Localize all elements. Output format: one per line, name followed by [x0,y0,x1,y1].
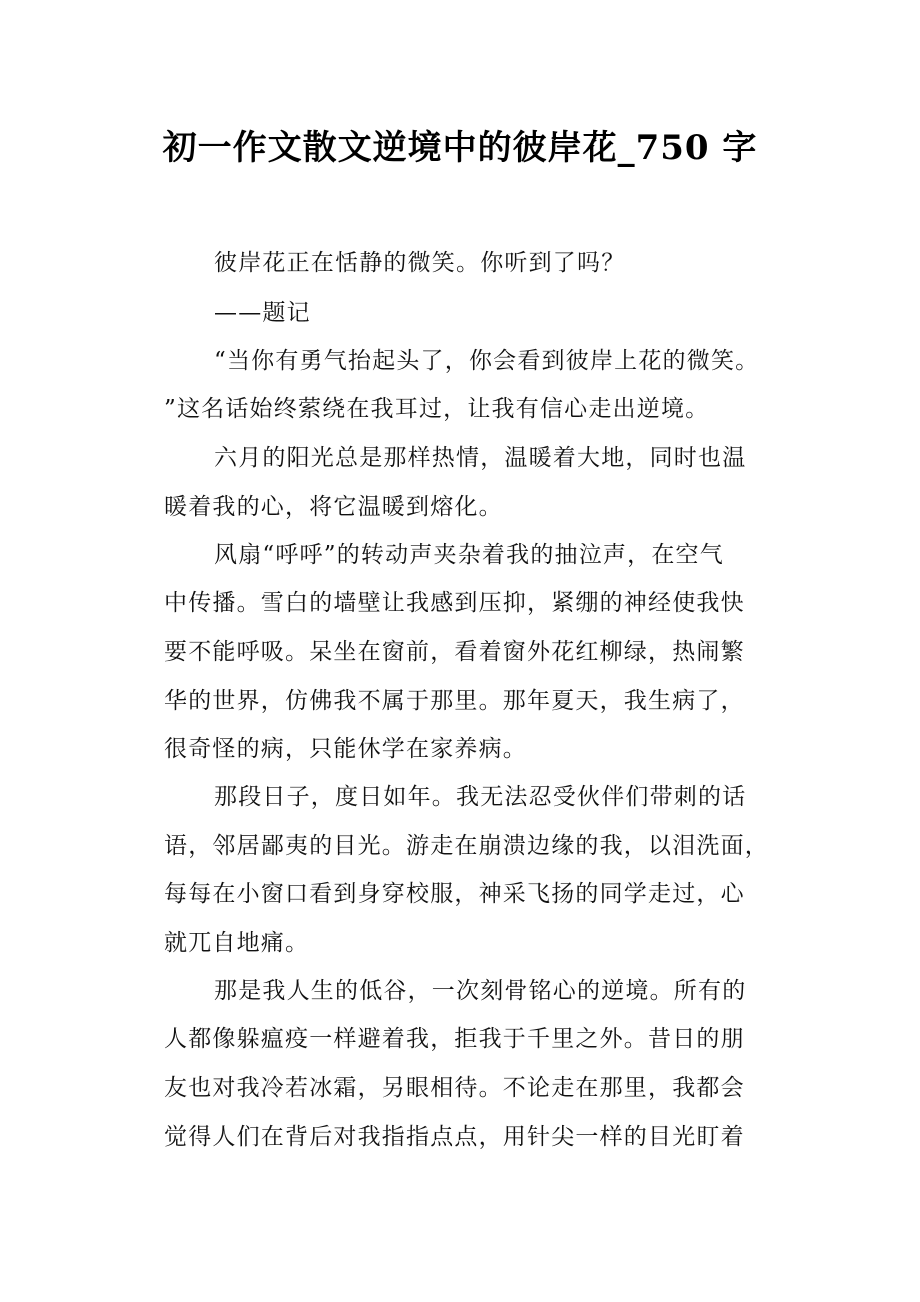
paragraph-line: 觉得人们在背后对我指指点点，用针尖一样的目光盯着 [164,1124,745,1150]
document-title: 初一作文散文逆境中的彼岸花_750 字 [162,128,758,168]
paragraph-line: 六月的阳光总是那样热情，温暖着大地，同时也温 [214,445,747,471]
paragraph-line: ——题记 [214,300,311,326]
paragraph-line: 友也对我冷若冰霜，另眼相待。不论走在那里，我都会 [164,1075,745,1101]
paragraph-line: 中传播。雪白的墙壁让我感到压抑，紧绷的神经使我快 [164,590,745,616]
paragraph-line: 华的世界，仿佛我不属于那里。那年夏天，我生病了， [164,688,745,714]
paragraph-line: 那是我人生的低谷，一次刻骨铭心的逆境。所有的 [214,978,747,1004]
paragraph-line: “当你有勇气抬起头了，你会看到彼岸上花的微笑。 [214,348,760,374]
paragraph-line: 很奇怪的病，只能休学在家养病。 [164,736,527,762]
paragraph-line: 风扇“呼呼”的转动声夹杂着我的抽泣声，在空气 [214,542,724,568]
paragraph-line: 语，邻居鄙夷的目光。游走在崩溃边缘的我，以泪洗面， [164,833,769,859]
paragraph-line: ”这名话始终萦绕在我耳过，让我有信心走出逆境。 [164,396,710,422]
paragraph-line: 要不能呼吸。呆坐在窗前，看着窗外花红柳绿，热闹繁 [164,639,745,665]
paragraph-line: 就兀自地痛。 [164,930,310,956]
paragraph-line: 那段日子，度日如年。我无法忍受伙伴们带刺的话 [214,784,747,810]
paragraph-line: 暖着我的心，将它温暖到熔化。 [164,494,503,520]
paragraph-line: 彼岸花正在恬静的微笑。你听到了吗？ [214,250,626,276]
paragraph-line: 每每在小窗口看到身穿校服，神采飞扬的同学走过，心 [164,881,745,907]
paragraph-line: 人都像躲瘟疫一样避着我，拒我于千里之外。昔日的朋 [164,1026,745,1052]
